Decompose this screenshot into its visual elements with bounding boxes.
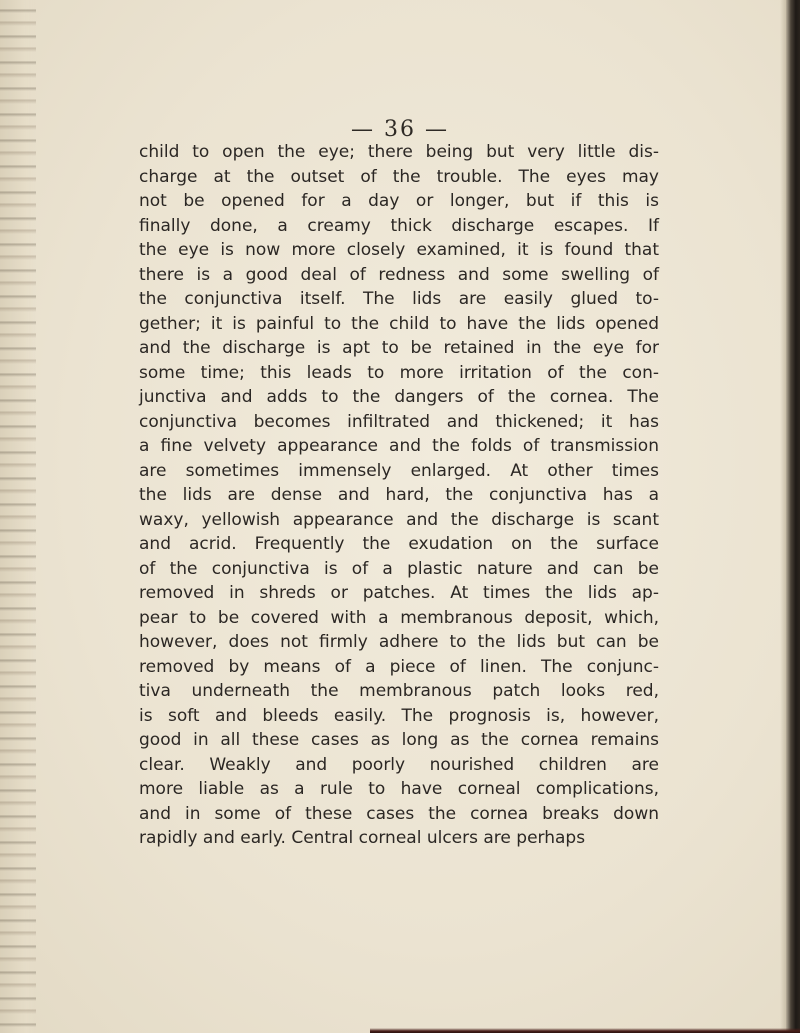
text-line: junctiva and adds to the dangers of the cornea. The <box>139 387 659 407</box>
text-line: and the discharge is apt to be retained in the eye for <box>139 338 659 358</box>
text-line: the lids are dense and hard, the conjunctiva has a <box>139 485 659 505</box>
text-line: more liable as a rule to have corneal complications, <box>139 779 659 799</box>
text-line: good in all these cases as long as the cornea remains <box>139 730 659 750</box>
page-number: — 36 — <box>351 117 449 142</box>
text-line: and acrid. Frequently the exudation on the surface <box>139 534 659 554</box>
text-line: not be opened for a day or longer, but if this is <box>139 191 659 211</box>
text-line: the eye is now more closely examined, it is found that <box>139 240 659 260</box>
text-line: charge at the outset of the trouble. The eyes may <box>139 166 659 187</box>
text-line: a fine velvety appearance and the folds of transmission <box>139 436 659 456</box>
text-line: rapidly and early. Central corneal ulcers are perhaps <box>139 828 586 848</box>
text-line: child to open the eye; there being but very little dis- <box>139 142 659 162</box>
text-line: finally done, a creamy thick discharge escapes. If <box>139 215 659 236</box>
text-line: clear. Weakly and poorly nourished children are <box>139 754 659 775</box>
text-line: removed in shreds or patches. At times the lids ap- <box>139 583 659 603</box>
text-line: some time; this leads to more irritation of the con- <box>139 362 659 383</box>
bottom-edge <box>370 1028 800 1033</box>
text-line: pear to be covered with a membranous deposit, which, <box>139 607 659 628</box>
text-line: conjunctiva becomes infiltrated and thickened; it has <box>139 411 659 432</box>
text-line: tiva underneath the membranous patch looks red, <box>139 681 659 701</box>
text-line: of the conjunctiva is of a plastic nature and can be <box>139 558 659 579</box>
body-text <box>139 140 659 851</box>
text-line: removed by means of a piece of linen. The conjunc- <box>139 656 659 677</box>
binding-edge <box>0 0 36 1033</box>
text-line: and in some of these cases the cornea breaks down <box>139 803 659 824</box>
book-edge <box>786 0 800 1033</box>
text-line: gether; it is painful to the child to have the lids opened <box>139 313 659 334</box>
text-line: however, does not firmly adhere to the lids but can be <box>139 632 659 652</box>
text-line: there is a good deal of redness and some swelling of <box>139 264 659 285</box>
text-line: are sometimes immensely enlarged. At other times <box>139 460 659 481</box>
text-line: is soft and bleeds easily. The prognosis is, however, <box>139 705 659 726</box>
text-line: waxy, yellowish appearance and the discharge is scant <box>139 509 659 530</box>
text-line: the conjunctiva itself. The lids are easily glued to- <box>139 289 659 309</box>
